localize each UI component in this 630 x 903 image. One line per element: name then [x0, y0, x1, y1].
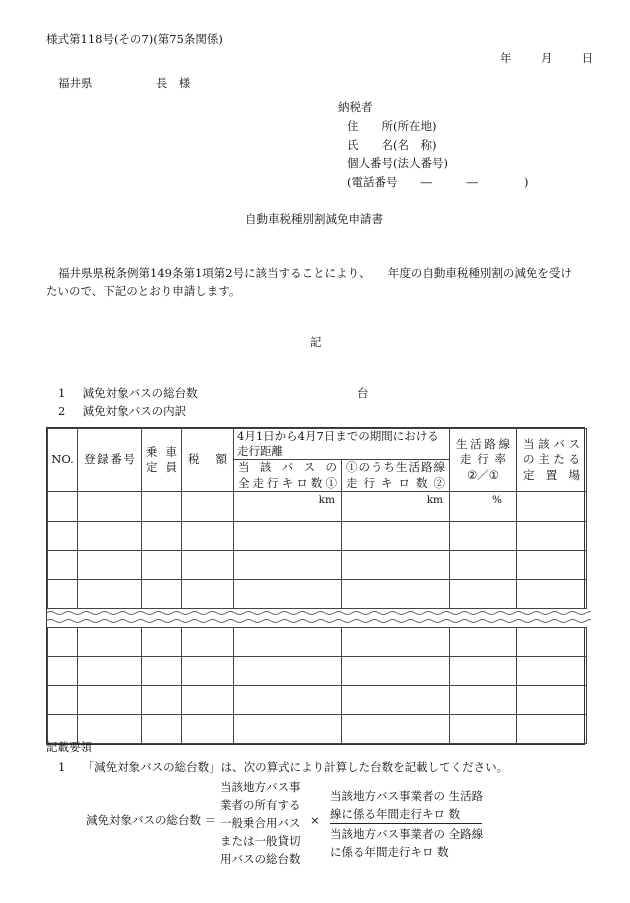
table-row — [48, 580, 587, 609]
bus-breakdown-table — [46, 427, 585, 745]
taxpayer-name: 氏 名(名 称) — [347, 138, 437, 152]
th-no: NO. — [48, 429, 78, 492]
ki-heading: 記 — [310, 335, 322, 349]
formula-numerator: 当該地方バス事業者の 生活路 — [330, 789, 484, 803]
formula-times: × — [310, 813, 320, 827]
notes-heading: 記載要領 — [46, 740, 92, 754]
formula-lhs: 減免対象バスの総台数 ＝ — [86, 813, 217, 827]
table-row — [48, 551, 587, 580]
addressee — [58, 76, 190, 92]
item2-label: 減免対象バスの内訳 — [82, 404, 187, 418]
formula-fraction: 当該地方バス事業者の 生活路 線に係る年間走行キロ 数 当該地方バス事業者の 全路線 に係る年間走行キロ 数 — [330, 789, 484, 859]
formula-denominator: 当該地方バス事業者の 全路線 — [330, 823, 482, 843]
item1 — [58, 386, 198, 402]
addressee-prefecture: 福井県 — [58, 76, 93, 90]
form-number: 様式第118号(その7)(第75条関係) — [46, 32, 223, 46]
note-1 — [58, 760, 508, 776]
th-garage: 当該バス の主たる 定置場 — [517, 429, 587, 492]
item1-number: 1 — [58, 386, 66, 400]
item1-label: 減免対象バスの総台数 — [82, 386, 198, 400]
table-row — [48, 492, 587, 522]
date-year: 年 — [500, 51, 512, 65]
date-day: 日 — [581, 51, 594, 65]
body-text-1: 福井県県税条例第149条第1項第2号に該当することにより、 年度の自動車税種別割の減免を受け — [58, 266, 572, 280]
table-row — [48, 628, 587, 657]
note-1-number: 1 — [58, 760, 66, 774]
th-tax: 税 額 — [182, 429, 234, 492]
formula-term1: 当該地方バス事 業者の所有する 一般乗合用バス または一般貸切 用バスの総台数 — [220, 780, 301, 866]
table-row — [48, 522, 587, 551]
unit-km-total: km — [234, 492, 342, 522]
document-title: 自動車税種別割減免申請書 — [245, 212, 383, 226]
table-break — [48, 609, 587, 628]
th-life-km: ①のうち生活路線 走行キロ数② — [342, 460, 450, 492]
date-month: 月 — [540, 51, 553, 65]
taxpayer-heading: 納税者 — [338, 100, 373, 114]
table-row — [48, 657, 587, 686]
unit-km-life: km — [342, 492, 450, 522]
th-total-km: 当該バスの 全走行キロ数① — [234, 460, 342, 492]
addressee-title: 長 様 — [155, 76, 191, 90]
date-line — [500, 51, 593, 67]
th-rate: 生活路線 走行率 ②／① — [450, 429, 517, 492]
item2-number: 2 — [58, 404, 66, 418]
table-row — [48, 686, 587, 715]
table-row — [48, 715, 587, 744]
item2 — [58, 404, 186, 420]
taxpayer-phone: (電話番号 ― ― ) — [347, 175, 529, 189]
taxpayer-address: 住 所(所在地) — [347, 119, 437, 133]
wavy-break-icon — [46, 609, 591, 627]
unit-percent: % — [450, 492, 517, 522]
taxpayer-personal-number: 個人番号(法人番号) — [347, 156, 448, 170]
th-registration: 登録番号 — [78, 429, 142, 492]
body-text-2: たいので、下記のとおり申請します。 — [46, 284, 241, 298]
th-period: 4月1日から4月7日までの期間における走行距離 — [234, 429, 450, 460]
th-capacity: 乗車 定員 — [142, 429, 182, 492]
note-1-text: 「減免対象バスの総台数」は、次の算式により計算した台数を記載してください。 — [82, 760, 509, 774]
item1-unit: 台 — [357, 386, 369, 400]
